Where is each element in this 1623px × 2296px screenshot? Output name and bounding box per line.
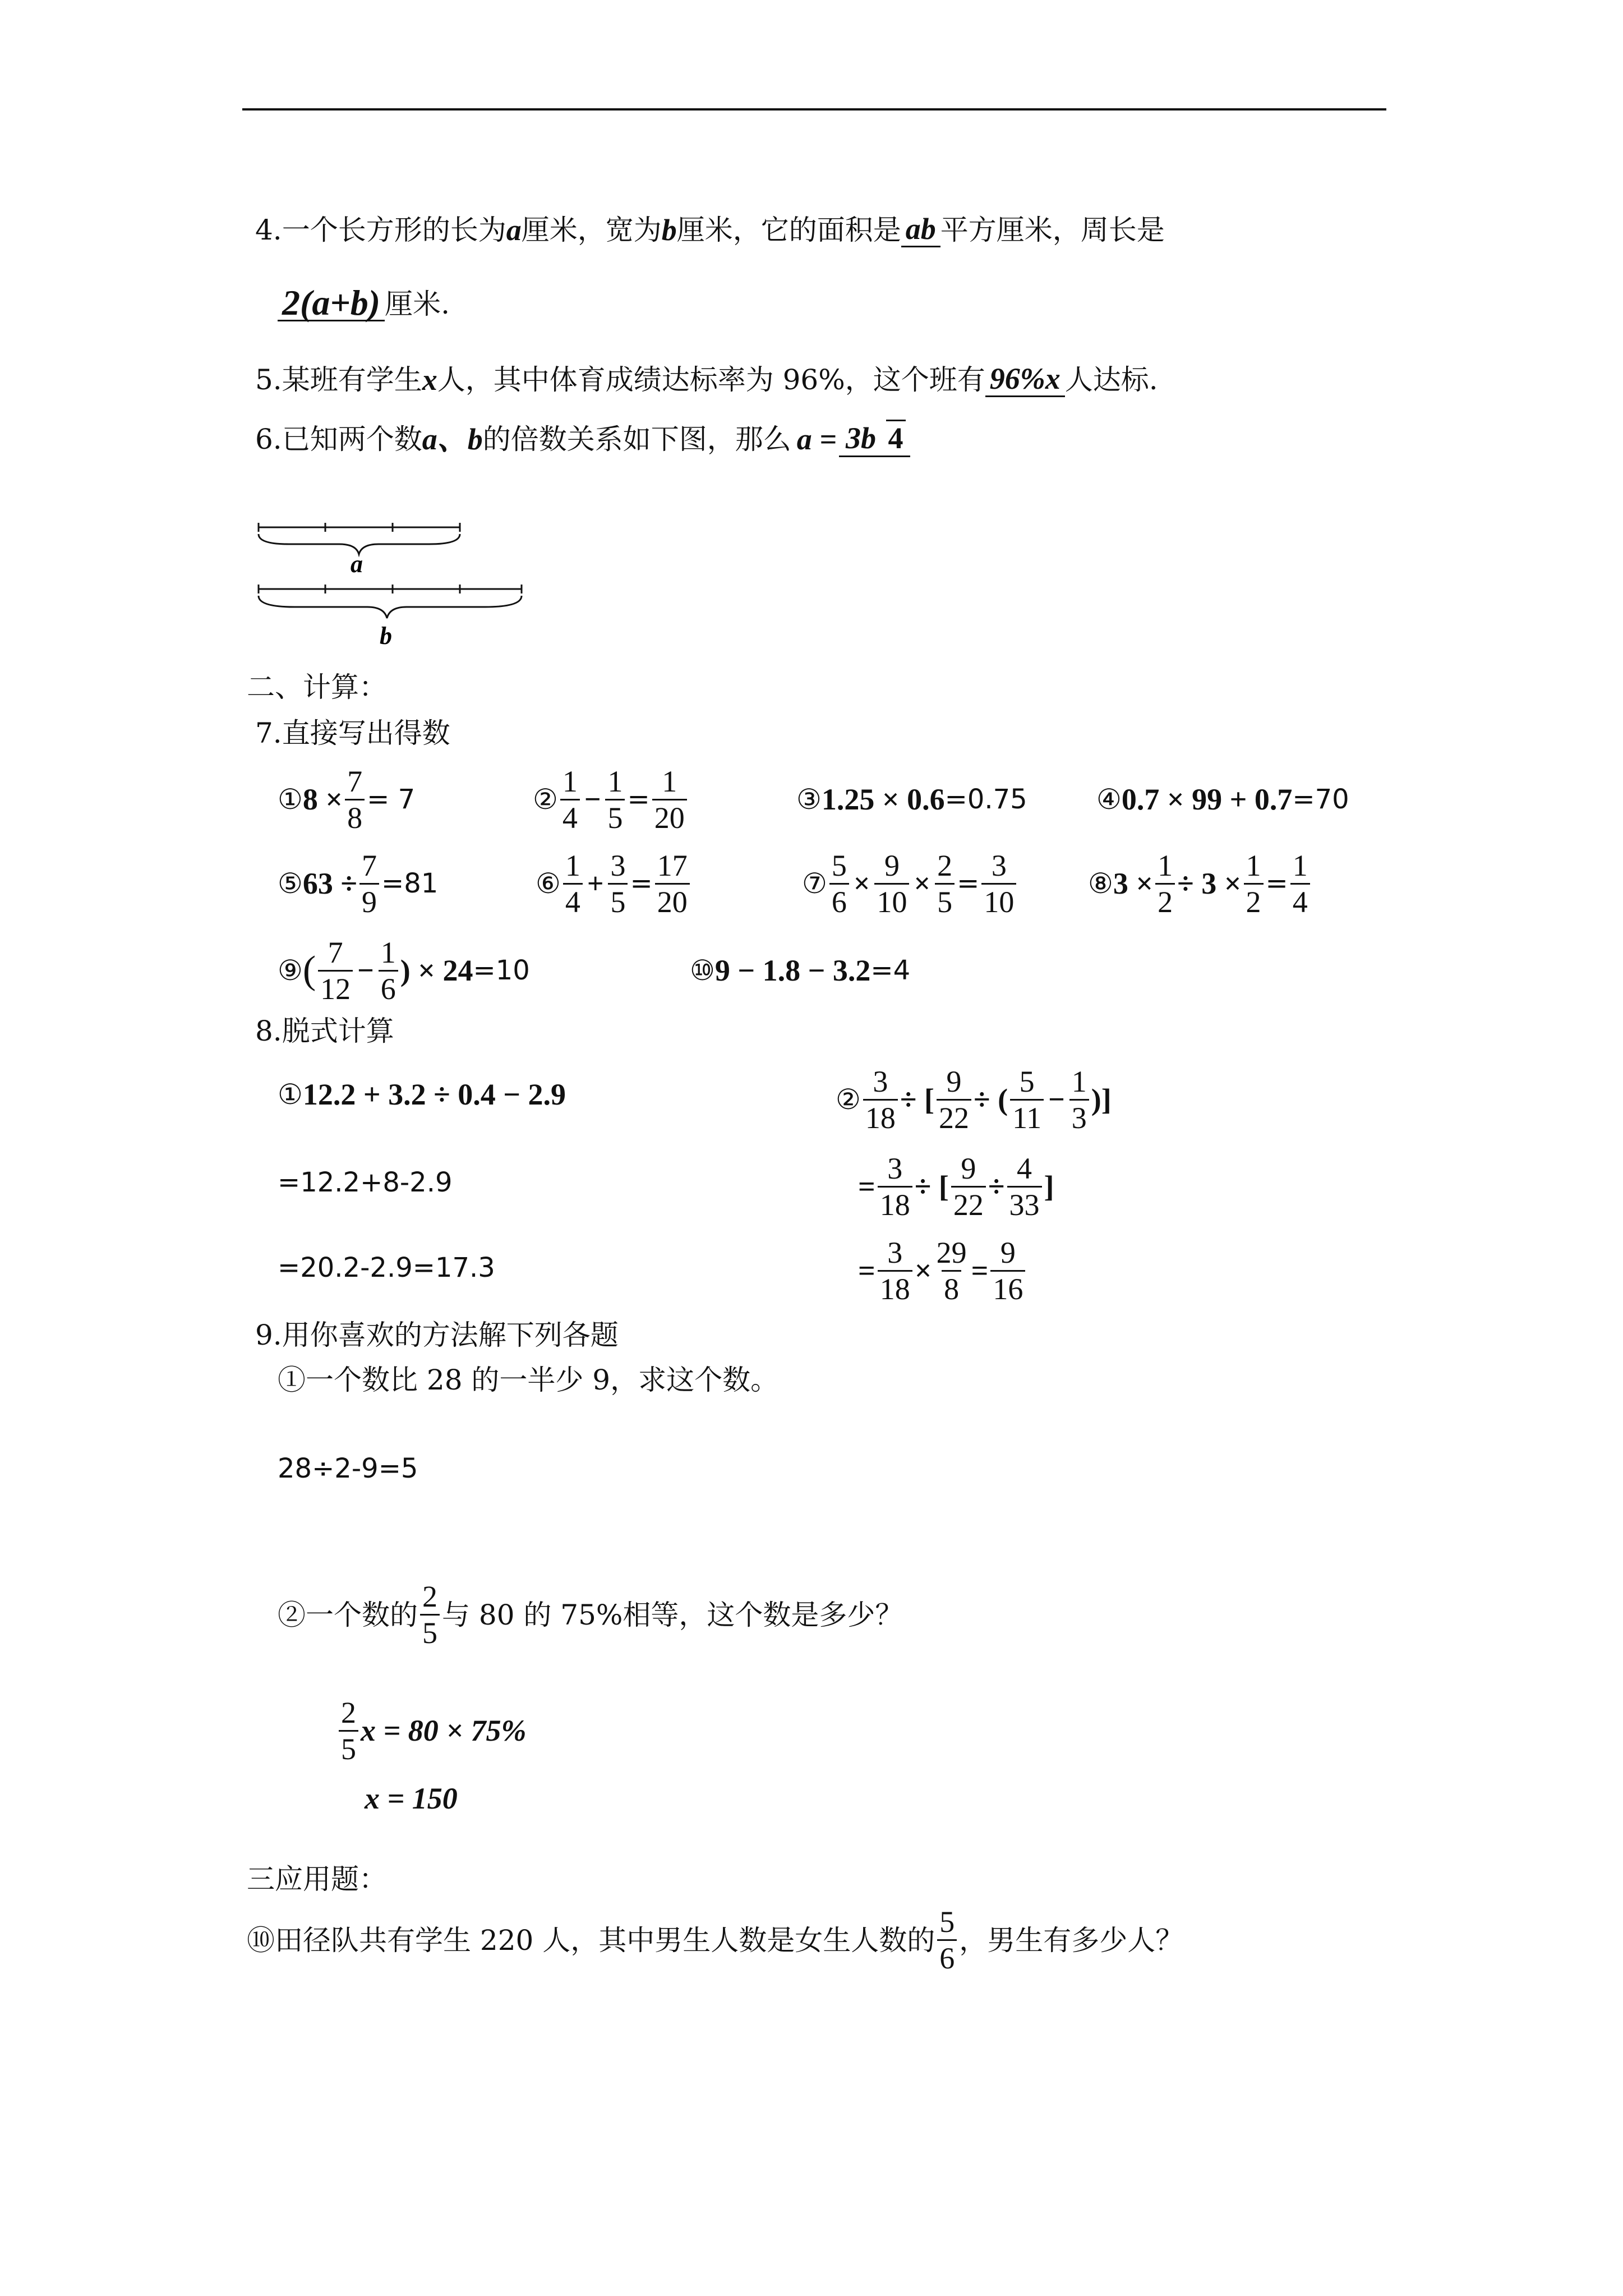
q10-text-2: ，男生有多少人？ [959, 1924, 1184, 1957]
num: 1 [607, 764, 623, 798]
q9-part-1: ①一个数比 28 的一半少 9，求这个数。 [278, 1364, 779, 1396]
frac [1010, 1064, 1044, 1135]
q7-item-10 [690, 934, 910, 1007]
den: 2 [1155, 883, 1175, 919]
q4-text-1: 4.一个长方形的长为 [255, 213, 506, 246]
op: = [971, 1254, 989, 1287]
q6-vars: a、b [422, 422, 483, 456]
num: 7 [347, 764, 363, 798]
eq: = [957, 868, 980, 899]
q10-text-1: ⑩田径队共有学生 220 人，其中男生人数是女生人数的 [247, 1924, 935, 1957]
den: 20 [652, 799, 687, 835]
diagram-label-b: b [380, 622, 392, 650]
num: 2 [937, 848, 953, 882]
num: 3 [873, 1064, 888, 1098]
section-3-heading: 三应用题： [247, 1863, 387, 1895]
q5-answer: 96%x [985, 362, 1065, 397]
question-4-line-1 [255, 212, 1165, 247]
eq: = [630, 868, 653, 899]
q7-item-2-mark: ② [533, 783, 558, 816]
den: 16 [990, 1270, 1025, 1306]
q7-item-8 [1088, 847, 1312, 920]
q7-item-1-answer: = 7 [367, 784, 416, 815]
q6-text-1: 6.已知两个数 [255, 422, 422, 455]
q8-right-answer [990, 1235, 1025, 1306]
q7-item-3 [796, 763, 1027, 836]
q5-text-1: 5.某班有学生 [255, 363, 422, 396]
frac [863, 1064, 898, 1135]
q7-item-4-answer: =70 [1292, 784, 1349, 815]
op: − [584, 783, 601, 816]
diagram-label-a: a [351, 550, 363, 578]
op: − [1048, 1083, 1065, 1116]
frac [560, 764, 580, 835]
q8-left-step-2: =20.2-2.9=17.3 [278, 1252, 495, 1283]
op: × [914, 867, 931, 900]
pre: 3 × [1113, 867, 1154, 900]
q4-var-b: b [661, 213, 677, 247]
frac [937, 1064, 971, 1135]
den: 6 [937, 1939, 957, 1976]
op: × [914, 1254, 932, 1287]
op: ] [1044, 1170, 1054, 1203]
q9-equation-2: x = 150 [365, 1782, 458, 1815]
frac [359, 848, 379, 919]
num: 9 [884, 848, 900, 882]
q7-item-1-mark: ① [278, 783, 303, 816]
num: 5 [831, 848, 847, 882]
den: 18 [863, 1099, 898, 1135]
q9-equation-1-rest: x = 80 × 75% [361, 1714, 527, 1747]
op: ÷ [ [914, 1170, 949, 1203]
q4-text-4: 平方厘米，周长是 [940, 213, 1165, 246]
num: 5 [939, 1905, 955, 1939]
num: 9 [1000, 1235, 1016, 1269]
q8-left-expr [278, 1077, 566, 1112]
den: 22 [937, 1099, 971, 1135]
num: 1 [1071, 1064, 1087, 1098]
q6-text-3: 的倍数关系如下图，那么 [482, 422, 791, 455]
num: 2 [341, 1695, 356, 1729]
q8-right-mark: ② [836, 1083, 861, 1116]
op: ÷ [ [900, 1083, 934, 1116]
den: 9 [359, 883, 379, 919]
q8-right-line-3 [858, 1234, 1027, 1307]
op: − [357, 954, 374, 987]
op: ÷ ( [973, 1083, 1008, 1116]
q7-item-7-answer [981, 848, 1016, 919]
num: 3 [887, 1235, 903, 1269]
op: + [587, 867, 604, 900]
num: 1 [1292, 848, 1308, 882]
num: 1 [1246, 848, 1261, 882]
den: 8 [345, 799, 365, 835]
den: 4 [563, 883, 583, 919]
q7-item-1-expr: 8 × [302, 783, 343, 816]
q5-text-2: 人，其中体育成绩达标率为 96%，这个班有 [437, 363, 985, 396]
q9-equation-1 [336, 1694, 527, 1767]
q7-item-7-mark: ⑦ [802, 867, 827, 900]
ratio-diagram [255, 516, 536, 656]
q7-item-8-mark: ⑧ [1088, 867, 1113, 900]
q7-item-4-expr: 0.7 × 99 + 0.7 [1121, 783, 1293, 816]
q5-text-3: 人达标. [1064, 363, 1158, 396]
num: 9 [961, 1151, 976, 1185]
q6-answer-den: 4 [886, 420, 906, 455]
q6-answer-num: 3b [846, 421, 876, 455]
q8-right-line-1 [836, 1063, 1112, 1136]
frac [420, 1579, 440, 1650]
op: )] [1091, 1083, 1112, 1116]
frac [605, 764, 625, 835]
q7-item-10-answer: =4 [870, 955, 911, 986]
q8-left-mark: ① [278, 1078, 303, 1111]
op: ÷ [988, 1170, 1005, 1203]
q4-var-a: a [506, 213, 522, 247]
eq: = [627, 784, 650, 815]
frac [1007, 1151, 1042, 1222]
frac [878, 1151, 912, 1222]
frac [379, 935, 398, 1006]
q5-var-x: x [422, 362, 437, 397]
num: 17 [657, 848, 688, 882]
paren: ( [302, 949, 316, 992]
question-6 [255, 421, 912, 457]
frac [874, 848, 909, 919]
mid: ÷ 3 × [1177, 867, 1242, 900]
num: 9 [946, 1064, 962, 1098]
q9-part-2-text-1: ②一个数的 [278, 1598, 418, 1631]
num: 1 [565, 848, 580, 882]
q7-item-6-answer [655, 848, 690, 919]
num: 1 [662, 764, 677, 798]
q7-item-6-mark: ⑥ [536, 867, 561, 900]
den: 18 [878, 1186, 912, 1222]
num: 29 [936, 1235, 967, 1269]
num: 5 [1019, 1064, 1035, 1098]
num: 1 [562, 764, 578, 798]
den: 12 [318, 970, 353, 1006]
num: 7 [328, 935, 343, 969]
frac [339, 1695, 358, 1766]
den: 5 [935, 883, 955, 919]
frac [608, 848, 628, 919]
q7-item-4-mark: ④ [1096, 783, 1122, 816]
q8-left-step-1: =12.2+8-2.9 [278, 1167, 453, 1198]
q7-item-1 [278, 763, 415, 836]
q7-item-3-expr: 1.25 × 0.6 [821, 783, 945, 816]
frac [829, 848, 849, 919]
eq: = [1265, 868, 1288, 899]
num: 1 [1158, 848, 1173, 882]
frac [934, 1235, 969, 1306]
q4-answer-perimeter: 2(a+b) [278, 286, 385, 321]
q4-text-3: 厘米，它的面积是 [676, 213, 901, 246]
q8-left-expression: 12.2 + 3.2 ÷ 0.4 − 2.9 [302, 1078, 566, 1111]
frac [1069, 1064, 1089, 1135]
question-10 [247, 1904, 1183, 1976]
q7-item-9-mark: ⑨ [278, 954, 303, 987]
num: 2 [422, 1580, 437, 1613]
den: 10 [874, 883, 909, 919]
den: 2 [1244, 883, 1264, 919]
den: 3 [1069, 1099, 1089, 1135]
q7-item-7 [802, 847, 1018, 920]
den: 5 [420, 1614, 440, 1650]
q6-answer-fraction [839, 421, 910, 457]
section-2-heading: 二、计算： [247, 671, 387, 703]
q4-answer-area: ab [901, 212, 940, 247]
den: 22 [951, 1186, 986, 1222]
q8-right-line-2 [858, 1150, 1054, 1223]
frac [563, 848, 583, 919]
den: 20 [655, 883, 690, 919]
q9-title: 9.用你喜欢的方法解下列各题 [255, 1319, 619, 1351]
q7-item-9-answer: =10 [473, 955, 530, 986]
num: 3 [991, 848, 1007, 882]
frac [318, 935, 353, 1006]
den: 6 [379, 970, 398, 1006]
question-4-line-2 [278, 283, 450, 323]
num: 7 [361, 848, 377, 882]
q7-title: 7.直接写出得数 [255, 717, 450, 749]
q8-title: 8.脱式计算 [255, 1015, 394, 1047]
den: 6 [829, 883, 849, 919]
close: ) × 24 [400, 954, 473, 987]
q7-item-8-answer [1290, 848, 1310, 919]
q7-item-2 [533, 763, 689, 836]
den: 18 [878, 1270, 912, 1306]
q9-part-2-text-2: 与 80 的 75%相等，这个数是多少？ [442, 1598, 903, 1631]
eq: = [858, 1254, 875, 1287]
num: 3 [610, 848, 626, 882]
q7-item-10-mark: ⑩ [690, 954, 715, 987]
q9-part-2 [278, 1579, 903, 1650]
den: 5 [339, 1730, 358, 1766]
q7-item-5-answer: =81 [381, 868, 439, 899]
num: 1 [380, 935, 396, 969]
q7-item-2-answer [652, 764, 687, 835]
q7-item-5 [278, 847, 438, 920]
frac [1155, 848, 1175, 919]
frac [937, 1904, 957, 1976]
den: 5 [608, 883, 628, 919]
header-rule [242, 108, 1386, 111]
q4-text-2: 厘米，宽为 [521, 213, 662, 246]
den: 33 [1007, 1186, 1042, 1222]
frac [878, 1235, 912, 1306]
frac [935, 848, 955, 919]
den: 4 [560, 799, 580, 835]
q9-part-1-answer: 28÷2-9=5 [278, 1453, 418, 1484]
den: 10 [981, 883, 1016, 919]
q7-item-10-expr: 9 − 1.8 − 3.2 [714, 954, 871, 987]
frac [1244, 848, 1264, 919]
den: 5 [605, 799, 625, 835]
q7-item-3-answer: =0.75 [944, 784, 1027, 815]
den: 11 [1010, 1099, 1044, 1135]
den: 4 [1290, 883, 1310, 919]
q6-lhs: a = [796, 422, 837, 456]
num: 3 [887, 1151, 903, 1185]
num: 4 [1017, 1151, 1032, 1185]
question-5 [255, 362, 1158, 397]
q7-item-5-expr: 63 ÷ [302, 867, 357, 900]
q7-item-1-frac [345, 764, 365, 835]
eq: = [858, 1170, 875, 1203]
op: × [853, 867, 870, 900]
q7-item-5-mark: ⑤ [278, 867, 303, 900]
den: 8 [942, 1270, 961, 1306]
frac [951, 1151, 986, 1222]
q4-text-5: 厘米. [385, 287, 450, 320]
q7-item-4 [1096, 763, 1349, 836]
q7-item-3-mark: ③ [796, 783, 822, 816]
q7-item-6 [536, 847, 692, 920]
q7-item-9 [278, 934, 530, 1007]
